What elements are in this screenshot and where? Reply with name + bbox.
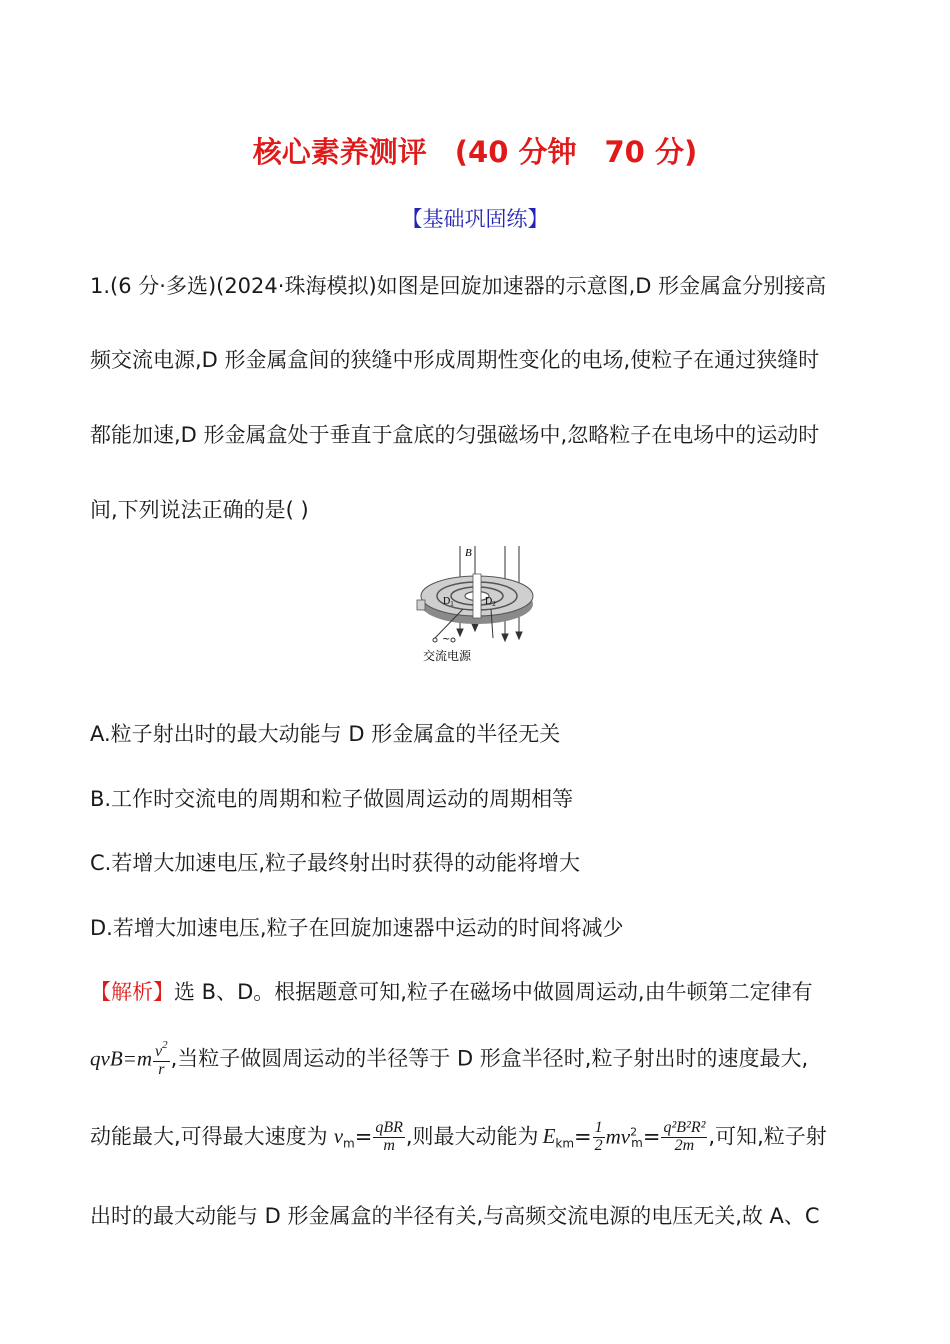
title-main: 核心素养测评 xyxy=(252,135,427,169)
question-line-1: 1.(6 分·多选)(2024·珠海模拟)如图是回旋加速器的示意图,D 形金属盒分别接高 xyxy=(90,274,827,298)
fraction-half: $\frac{1}{2}$ xyxy=(594,1119,603,1154)
question-line-3: 都能加速,D 形金属盒处于垂直于盒底的匀强磁场中,忽略粒子在电场中的运动时 xyxy=(90,423,820,447)
question-line-2: 频交流电源,D 形金属盒间的狭缝中形成周期性变化的电场,使粒子在通过狭缝时 xyxy=(90,348,820,372)
analysis-tag: 【解析】 xyxy=(90,980,174,1004)
analysis-line-4: 出时的最大动能与 D 形金属盒的半径有关,与高频交流电源的电压无关,故 A、C xyxy=(90,1204,820,1228)
option-b: B.工作时交流电的周期和粒子做圆周运动的周期相等 xyxy=(90,787,574,811)
title-score: 70 分) xyxy=(604,135,698,169)
fraction-qbr-m: $\frac{\text{qBR}}{m}$ xyxy=(375,1119,403,1154)
title-time: (40 分钟 xyxy=(454,135,577,169)
page-title xyxy=(0,130,950,171)
label-ac-symbol: ~ xyxy=(442,634,451,645)
question-line-4: 间,下列说法正确的是( ) xyxy=(90,498,309,522)
cyclotron-diagram xyxy=(415,544,545,669)
label-d2: $D_2$ xyxy=(485,596,496,608)
option-d: D.若增大加速电压,粒子在回旋加速器中运动的时间将减少 xyxy=(90,916,624,940)
label-b: B xyxy=(465,547,472,559)
fraction-v2-r: $\frac{v^2}{r}$ xyxy=(155,1039,168,1078)
terminal-left xyxy=(433,638,437,642)
analysis-line-1: 【解析】选 B、D。根据题意可知,粒子在磁场中做圆周运动,由牛顿第二定律有 xyxy=(90,980,813,1004)
analysis-line-3: 动能最大,可得最大速度为 $v_m=$ $\frac{\text{qBR}}{m}$ ,则最大动能为 $E_{km}=$ $\frac{1}{2}$ $mv^2_m=$ $\frac{\text{q²B²R²}}{2m}$ ,可知,粒子射 xyxy=(90,1119,827,1154)
option-c: C.若增大加速电压,粒子最终射出时获得的动能将增大 xyxy=(90,851,581,875)
gap xyxy=(473,574,481,618)
terminal-right xyxy=(451,638,455,642)
analysis-line-2: qvB=m $\frac{v^2}{r}$ ,当粒子做圆周运动的半径等于 D 形盒半径时,粒子射出时的速度最大, xyxy=(90,1039,809,1078)
figure-caption: 交流电源 xyxy=(423,649,472,663)
option-a: A.粒子射出时的最大动能与 D 形金属盒的半径无关 xyxy=(90,722,561,746)
fraction-q2b2r2-2m: $\frac{\text{q²B²R²}}{2m}$ xyxy=(663,1119,706,1154)
section-heading: 【基础巩固练】 xyxy=(401,207,549,231)
label-d1: $D_1$ xyxy=(443,596,454,608)
